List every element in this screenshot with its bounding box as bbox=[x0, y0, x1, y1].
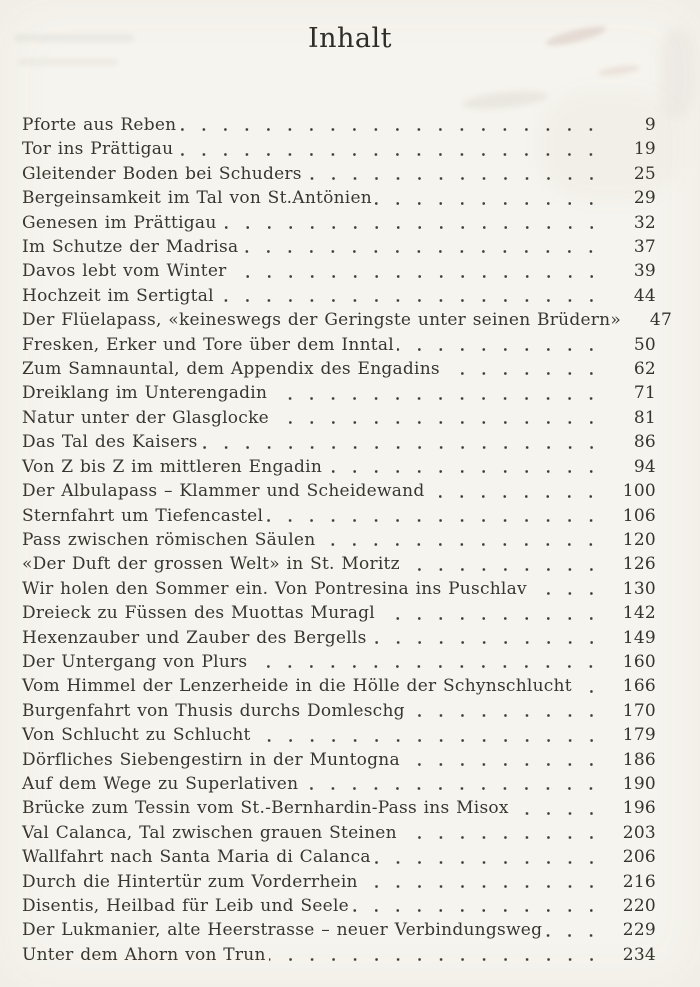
scan-smudge bbox=[461, 88, 548, 113]
toc-entry-title: Bergeinsamkeit im Tal von St.Antönien bbox=[22, 188, 372, 209]
toc-entry-title: Hochzeit im Sertigtal bbox=[22, 285, 214, 306]
dot-leader bbox=[427, 479, 608, 503]
toc-entry bbox=[22, 430, 656, 454]
toc-entry bbox=[22, 235, 656, 259]
toc-entry-page-number: 196 bbox=[622, 798, 656, 819]
toc-entry-page-number: 94 bbox=[633, 456, 656, 477]
toc-entry bbox=[22, 479, 656, 503]
toc-entry-title: Wir holen den Sommer ein. Von Pontresina ins Puschlav bbox=[22, 578, 527, 599]
dot-leader bbox=[269, 943, 608, 967]
toc-entry bbox=[22, 455, 656, 479]
toc-entry bbox=[22, 259, 656, 283]
dot-leader bbox=[318, 528, 608, 552]
toc-entry-title: Natur unter der Glasglocke bbox=[22, 407, 269, 428]
toc-entry bbox=[22, 943, 656, 967]
toc-entry-page-number: 190 bbox=[622, 773, 656, 794]
dot-leader bbox=[530, 577, 608, 601]
dot-leader bbox=[545, 918, 608, 942]
toc-entry-page-number: 130 bbox=[622, 578, 656, 599]
toc-entry-page-number: 62 bbox=[633, 359, 656, 380]
toc-entry-title: Burgenfahrt von Thusis durchs Domleschg bbox=[22, 700, 405, 721]
toc-entry bbox=[22, 601, 656, 625]
toc-entry bbox=[22, 186, 656, 210]
toc-entry-page-number: 81 bbox=[633, 407, 656, 428]
dot-leader bbox=[241, 235, 608, 259]
toc-list bbox=[0, 113, 700, 967]
toc-entry-title: «Der Duft der grossen Welt» in St. Moritz bbox=[22, 554, 400, 575]
toc-entry-page-number: 9 bbox=[644, 115, 656, 135]
toc-entry-title: Pforte aus Reben bbox=[22, 115, 177, 135]
toc-entry-page-number: 229 bbox=[622, 920, 656, 941]
toc-entry-title: Val Calanca, Tal zwischen grauen Steinen bbox=[22, 822, 397, 843]
toc-entry bbox=[22, 381, 656, 405]
dot-leader bbox=[230, 259, 608, 283]
toc-entry-page-number: 71 bbox=[633, 383, 656, 404]
toc-entry-page-number: 234 bbox=[622, 944, 656, 965]
toc-entry-title: Auf dem Wege zu Superlativen bbox=[22, 773, 299, 794]
toc-entry-title: Hexenzauber und Zauber des Bergells bbox=[22, 627, 367, 648]
dot-leader bbox=[378, 601, 608, 625]
toc-entry-title: Gleitender Boden bei Schuders bbox=[22, 163, 302, 184]
toc-entry-page-number: 19 bbox=[633, 139, 656, 160]
toc-entry-title: Der Lukmanier, alte Heerstrasse – neuer Verbindungsweg bbox=[22, 920, 543, 941]
toc-entry-title: Genesen im Prättigau bbox=[22, 212, 217, 233]
toc-entry bbox=[22, 284, 656, 308]
toc-entry-page-number: 50 bbox=[633, 334, 656, 355]
toc-entry-page-number: 203 bbox=[622, 822, 656, 843]
toc-entry bbox=[22, 918, 656, 942]
dot-leader bbox=[403, 552, 608, 576]
dot-leader bbox=[176, 137, 608, 161]
dot-leader bbox=[512, 796, 608, 820]
toc-entry bbox=[22, 162, 656, 186]
toc-entry-page-number: 86 bbox=[633, 432, 656, 453]
toc-entry-page-number: 179 bbox=[622, 725, 656, 746]
toc-entry bbox=[22, 528, 656, 552]
toc-entry bbox=[22, 504, 656, 528]
toc-entry bbox=[22, 674, 656, 698]
toc-entry-page-number: 220 bbox=[622, 896, 656, 916]
dot-leader bbox=[361, 870, 608, 894]
toc-entry bbox=[22, 748, 656, 772]
toc-entry bbox=[22, 406, 656, 430]
toc-entry-title: Zum Samnauntal, dem Appendix des Engadins bbox=[22, 359, 440, 380]
dot-leader bbox=[250, 650, 608, 674]
toc-entry-title: Dreiklang im Unterengadin bbox=[22, 383, 268, 404]
dot-leader bbox=[220, 211, 608, 235]
toc-entry-page-number: 47 bbox=[649, 310, 673, 331]
toc-entry-page-number: 120 bbox=[622, 529, 656, 550]
toc-entry bbox=[22, 894, 656, 918]
dot-leader bbox=[352, 894, 608, 918]
dot-leader bbox=[443, 357, 608, 381]
dot-leader bbox=[325, 455, 608, 479]
toc-entry-page-number: 206 bbox=[622, 847, 656, 868]
dot-leader bbox=[305, 162, 608, 186]
dot-leader bbox=[301, 772, 608, 796]
dot-leader bbox=[374, 845, 608, 869]
toc-entry-title: Das Tal des Kaisers bbox=[22, 432, 198, 453]
toc-entry-title: Brücke zum Tessin vom St.-Bernhardin-Pass ins Misox bbox=[22, 798, 509, 819]
toc-entry-title: Der Flüelapass, «keineswegs der Geringste unter seinen Brüdern» bbox=[22, 310, 622, 331]
dot-leader bbox=[266, 504, 608, 528]
toc-entry-title: Dreieck zu Füssen des Muottas Muragl bbox=[22, 603, 375, 624]
toc-entry bbox=[22, 211, 656, 235]
toc-entry-page-number: 170 bbox=[622, 700, 656, 721]
dot-leader bbox=[403, 748, 608, 772]
dot-leader bbox=[375, 186, 608, 210]
dot-leader bbox=[370, 626, 608, 650]
toc-entry-title: Sternfahrt um Tiefencastel bbox=[22, 505, 264, 526]
toc-entry-page-number: 160 bbox=[622, 651, 656, 672]
dot-leader bbox=[270, 381, 608, 405]
toc-entry-title: Unter dem Ahorn von Trun bbox=[22, 944, 266, 965]
page-title: Inhalt bbox=[307, 23, 393, 54]
toc-entry-title: Der Untergang von Plurs bbox=[22, 651, 248, 672]
toc-entry bbox=[22, 845, 656, 869]
toc-entry bbox=[22, 308, 673, 332]
toc-entry-page-number: 29 bbox=[633, 188, 656, 209]
toc-entry-page-number: 216 bbox=[622, 871, 656, 892]
toc-entry-title: Disentis, Heilbad für Leib und Seele bbox=[22, 896, 349, 916]
toc-entry-page-number: 39 bbox=[633, 261, 656, 282]
toc-entry bbox=[22, 870, 656, 894]
toc-entry-title: Von Z bis Z im mittleren Engadin bbox=[22, 456, 323, 477]
toc-entry-page-number: 186 bbox=[622, 749, 656, 770]
toc-entry bbox=[22, 723, 656, 747]
scan-smudge bbox=[598, 63, 641, 78]
dot-leader bbox=[397, 333, 608, 357]
toc-entry bbox=[22, 626, 656, 650]
toc-entry-page-number: 166 bbox=[622, 676, 656, 697]
toc-entry-title: Pass zwischen römischen Säulen bbox=[22, 529, 316, 550]
toc-entry bbox=[22, 357, 656, 381]
toc-entry-page-number: 37 bbox=[633, 237, 656, 258]
toc-entry bbox=[22, 113, 656, 137]
toc-entry-page-number: 100 bbox=[622, 481, 656, 502]
toc-entry-title: Der Albulapass – Klammer und Scheidewand bbox=[22, 481, 425, 502]
toc-entry-page-number: 126 bbox=[622, 554, 656, 575]
dot-leader bbox=[217, 284, 608, 308]
toc-entry-page-number: 106 bbox=[622, 505, 656, 526]
toc-entry-title: Durch die Hintertür zum Vorderrhein bbox=[22, 871, 358, 892]
toc-entry-title: Dörfliches Siebengestirn in der Muntogna bbox=[22, 749, 400, 770]
page-showthrough bbox=[18, 58, 118, 66]
toc-entry bbox=[22, 552, 656, 576]
toc-entry-title: Davos lebt vom Winter bbox=[22, 261, 227, 282]
toc-entry-title: Tor ins Prättigau bbox=[22, 139, 174, 160]
toc-entry-page-number: 32 bbox=[633, 212, 656, 233]
dot-leader bbox=[272, 406, 608, 430]
dot-leader bbox=[408, 699, 608, 723]
toc-entry bbox=[22, 650, 656, 674]
toc-entry-title: Von Schlucht zu Schlucht bbox=[22, 725, 251, 746]
dot-leader bbox=[254, 723, 608, 747]
toc-entry-title: Wallfahrt nach Santa Maria di Calanca bbox=[22, 847, 371, 868]
dot-leader bbox=[575, 674, 608, 698]
toc-entry-title: Fresken, Erker und Tore über dem Inntal bbox=[22, 334, 394, 355]
toc-entry bbox=[22, 333, 656, 357]
toc-entry bbox=[22, 821, 656, 845]
toc-entry bbox=[22, 796, 656, 820]
dot-leader bbox=[201, 430, 608, 454]
toc-entry-page-number: 142 bbox=[622, 603, 656, 624]
toc-entry bbox=[22, 699, 656, 723]
toc-entry-page-number: 44 bbox=[633, 285, 656, 306]
toc-entry bbox=[22, 772, 656, 796]
toc-entry bbox=[22, 577, 656, 601]
toc-entry bbox=[22, 137, 656, 161]
toc-entry-title: Vom Himmel der Lenzerheide in die Hölle der Schynschlucht bbox=[22, 676, 572, 697]
toc-entry-page-number: 149 bbox=[622, 627, 656, 648]
toc-entry-page-number: 25 bbox=[633, 163, 656, 184]
dot-leader bbox=[179, 113, 608, 137]
toc-entry-title: Im Schutze der Madrisa bbox=[22, 237, 239, 258]
dot-leader bbox=[400, 821, 608, 845]
